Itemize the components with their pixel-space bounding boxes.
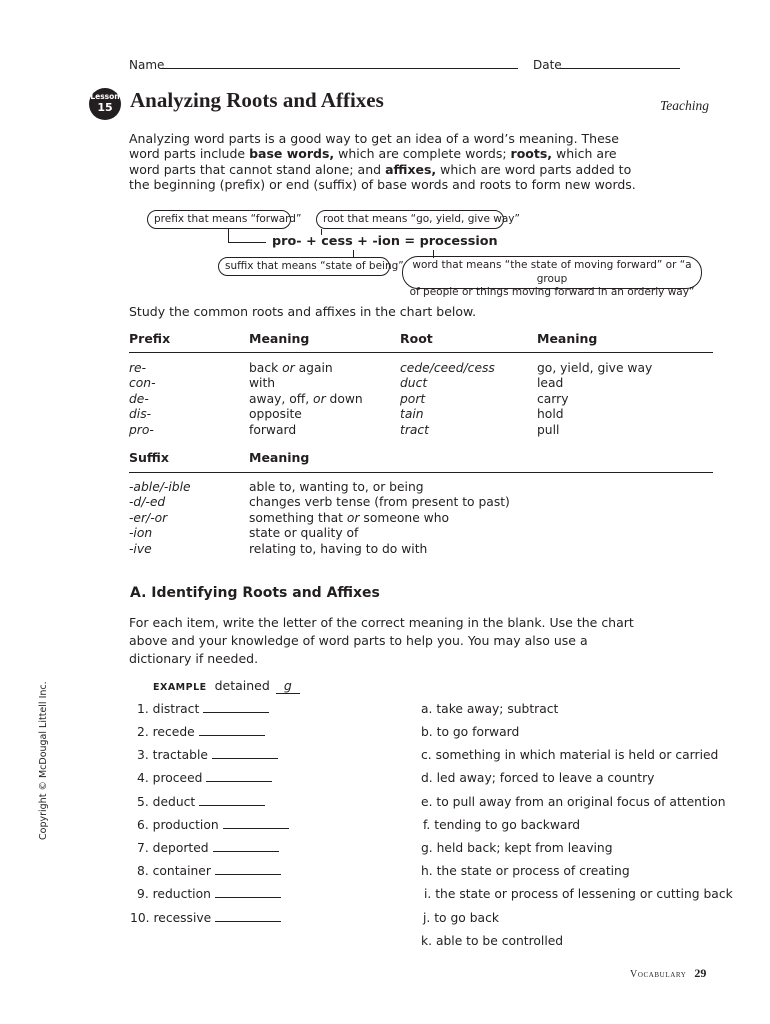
- list-item: dis-: [129, 407, 152, 422]
- question-item: 4. proceed: [137, 771, 272, 785]
- list-item: -ive: [129, 541, 152, 556]
- name-label: Name: [129, 58, 165, 72]
- list-item: tain: [400, 407, 424, 422]
- list-item: re-: [129, 361, 147, 375]
- header-suffix-meaning: Meaning: [249, 450, 310, 465]
- suffix-note: suffix that means “state of being”: [218, 257, 390, 276]
- prefix-column: [129, 361, 156, 438]
- question-item: 5. deduct: [137, 795, 265, 809]
- example-word: detained: [214, 678, 270, 693]
- example-label: EXAMPLE: [153, 682, 207, 693]
- list-item: go, yield, give way: [537, 361, 653, 375]
- list-item: pro-: [129, 422, 154, 437]
- intro-line-4: the beginning (prefix) or end (suffix) of base words and roots to form new words.: [129, 177, 636, 193]
- connector-prefix: [228, 229, 229, 243]
- prefix-meaning-column: [249, 361, 363, 438]
- answer-blank[interactable]: [223, 818, 289, 829]
- list-item: with: [249, 376, 276, 391]
- answer-choice: a. take away; subtract: [421, 702, 559, 716]
- intro-line-3: word parts that cannot stand alone; and affixes, which are word parts added to: [129, 161, 632, 177]
- date-label: Date: [533, 58, 562, 72]
- question-item: 6. production: [137, 818, 289, 832]
- answer-choice: h. the state or process of creating: [421, 864, 630, 878]
- answer-blank[interactable]: [213, 841, 279, 852]
- answer-blank[interactable]: [215, 911, 281, 922]
- section-a-instructions: For each item, write the letter of the correct meaning in the blank. Use the chart above and your knowledge of word parts to help you. You may also use a dictionary if needed.: [129, 615, 634, 666]
- list-item: opposite: [249, 407, 302, 422]
- list-item: lead: [537, 376, 564, 391]
- list-item: -d/-ed: [129, 495, 166, 510]
- list-item: de-: [129, 391, 149, 406]
- copyright-notice: Copyright © McDougal Littell Inc.: [38, 681, 49, 840]
- intro-paragraph: [129, 131, 636, 193]
- lesson-label: Lesson: [90, 92, 120, 101]
- formula: pro- + cess + -ion = procession: [272, 234, 498, 249]
- list-item: -able/-ible: [129, 480, 191, 494]
- lesson-number: 15: [97, 101, 113, 114]
- root-note: root that means “go, yield, give way”: [316, 210, 504, 229]
- list-item: duct: [400, 376, 428, 391]
- answer-blank[interactable]: [212, 748, 278, 759]
- answer-choice: j. to go back: [423, 911, 499, 925]
- list-item: back or again: [249, 361, 333, 375]
- question-item: 3. tractable: [137, 748, 278, 762]
- header-suffix: Suffix: [129, 450, 169, 465]
- page-number: 29: [694, 966, 707, 980]
- list-item: state or quality of: [249, 526, 359, 541]
- section-a-title: A. Identifying Roots and Affixes: [130, 585, 380, 601]
- list-item: carry: [537, 391, 569, 406]
- date-blank[interactable]: [560, 68, 680, 69]
- word-note: word that means “the state of moving forward” or “a group of people or things moving forward in an orderly way”: [402, 256, 702, 289]
- example-answer: g: [276, 678, 300, 694]
- answer-choice: k. able to be controlled: [421, 934, 564, 948]
- header-prefix: Prefix: [129, 331, 171, 346]
- prefix-note: prefix that means “forward”: [147, 210, 291, 229]
- suffix-meaning-column: [249, 480, 510, 557]
- list-item: away, off, or down: [249, 391, 363, 406]
- answer-blank[interactable]: [199, 725, 265, 736]
- list-item: cede/ceed/cess: [400, 361, 495, 375]
- lesson-badge: [89, 88, 121, 120]
- answer-blank[interactable]: [215, 887, 281, 898]
- question-item: 1. distract: [137, 702, 269, 716]
- suffix-column: [129, 480, 191, 557]
- answer-choice: g. held back; kept from leaving: [421, 841, 613, 855]
- connector-prefix-h: [228, 242, 266, 243]
- example: [153, 678, 300, 694]
- question-item: 7. deported: [137, 841, 279, 855]
- list-item: -ion: [129, 526, 153, 541]
- section-tag: Teaching: [660, 98, 710, 113]
- list-item: -er/-or: [129, 510, 168, 525]
- header-root: Root: [400, 331, 433, 346]
- answer-choice: f. tending to go backward: [423, 818, 581, 832]
- answer-choice: c. something in which material is held or carried: [421, 748, 719, 762]
- header-root-meaning: Meaning: [537, 331, 598, 346]
- header-prefix-meaning: Meaning: [249, 331, 310, 346]
- list-item: tract: [400, 422, 429, 437]
- list-item: port: [400, 391, 426, 406]
- answer-blank[interactable]: [215, 864, 281, 875]
- table-rule-2: [129, 472, 713, 473]
- question-item: 2. recede: [137, 725, 265, 739]
- study-instruction: Study the common roots and affixes in the chart below.: [129, 304, 477, 319]
- intro-line-1: Analyzing word parts is a good way to get an idea of a word’s meaning. These: [129, 131, 619, 146]
- list-item: con-: [129, 376, 156, 391]
- answer-choice: d. led away; forced to leave a country: [421, 771, 655, 785]
- question-item: 8. container: [137, 864, 281, 878]
- list-item: forward: [249, 422, 297, 437]
- root-column: [400, 361, 495, 438]
- answer-choice: e. to pull away from an original focus of attention: [421, 795, 726, 809]
- list-item: changes verb tense (from present to past): [249, 495, 510, 510]
- page-footer: [630, 966, 706, 981]
- list-item: relating to, having to do with: [249, 541, 428, 556]
- answer-blank[interactable]: [199, 795, 265, 806]
- footer-label: Vocabulary: [630, 969, 687, 980]
- question-item: 10. recessive: [130, 911, 281, 925]
- list-item: able to, wanting to, or being: [249, 480, 424, 494]
- list-item: pull: [537, 422, 560, 437]
- page-title: Analyzing Roots and Affixes: [130, 88, 384, 112]
- table-rule-1: [129, 352, 713, 353]
- name-blank[interactable]: [162, 68, 518, 69]
- answer-blank[interactable]: [203, 702, 269, 713]
- root-meaning-column: [537, 361, 652, 438]
- intro-line-2: word parts include base words, which are complete words; roots, which are: [129, 146, 617, 162]
- list-item: something that or someone who: [249, 510, 450, 525]
- answer-choice: i. the state or process of lessening or cutting back: [424, 887, 733, 901]
- answer-blank[interactable]: [206, 771, 272, 782]
- list-item: hold: [537, 407, 564, 422]
- question-item: 9. reduction: [137, 887, 281, 901]
- answer-choice: b. to go forward: [421, 725, 520, 739]
